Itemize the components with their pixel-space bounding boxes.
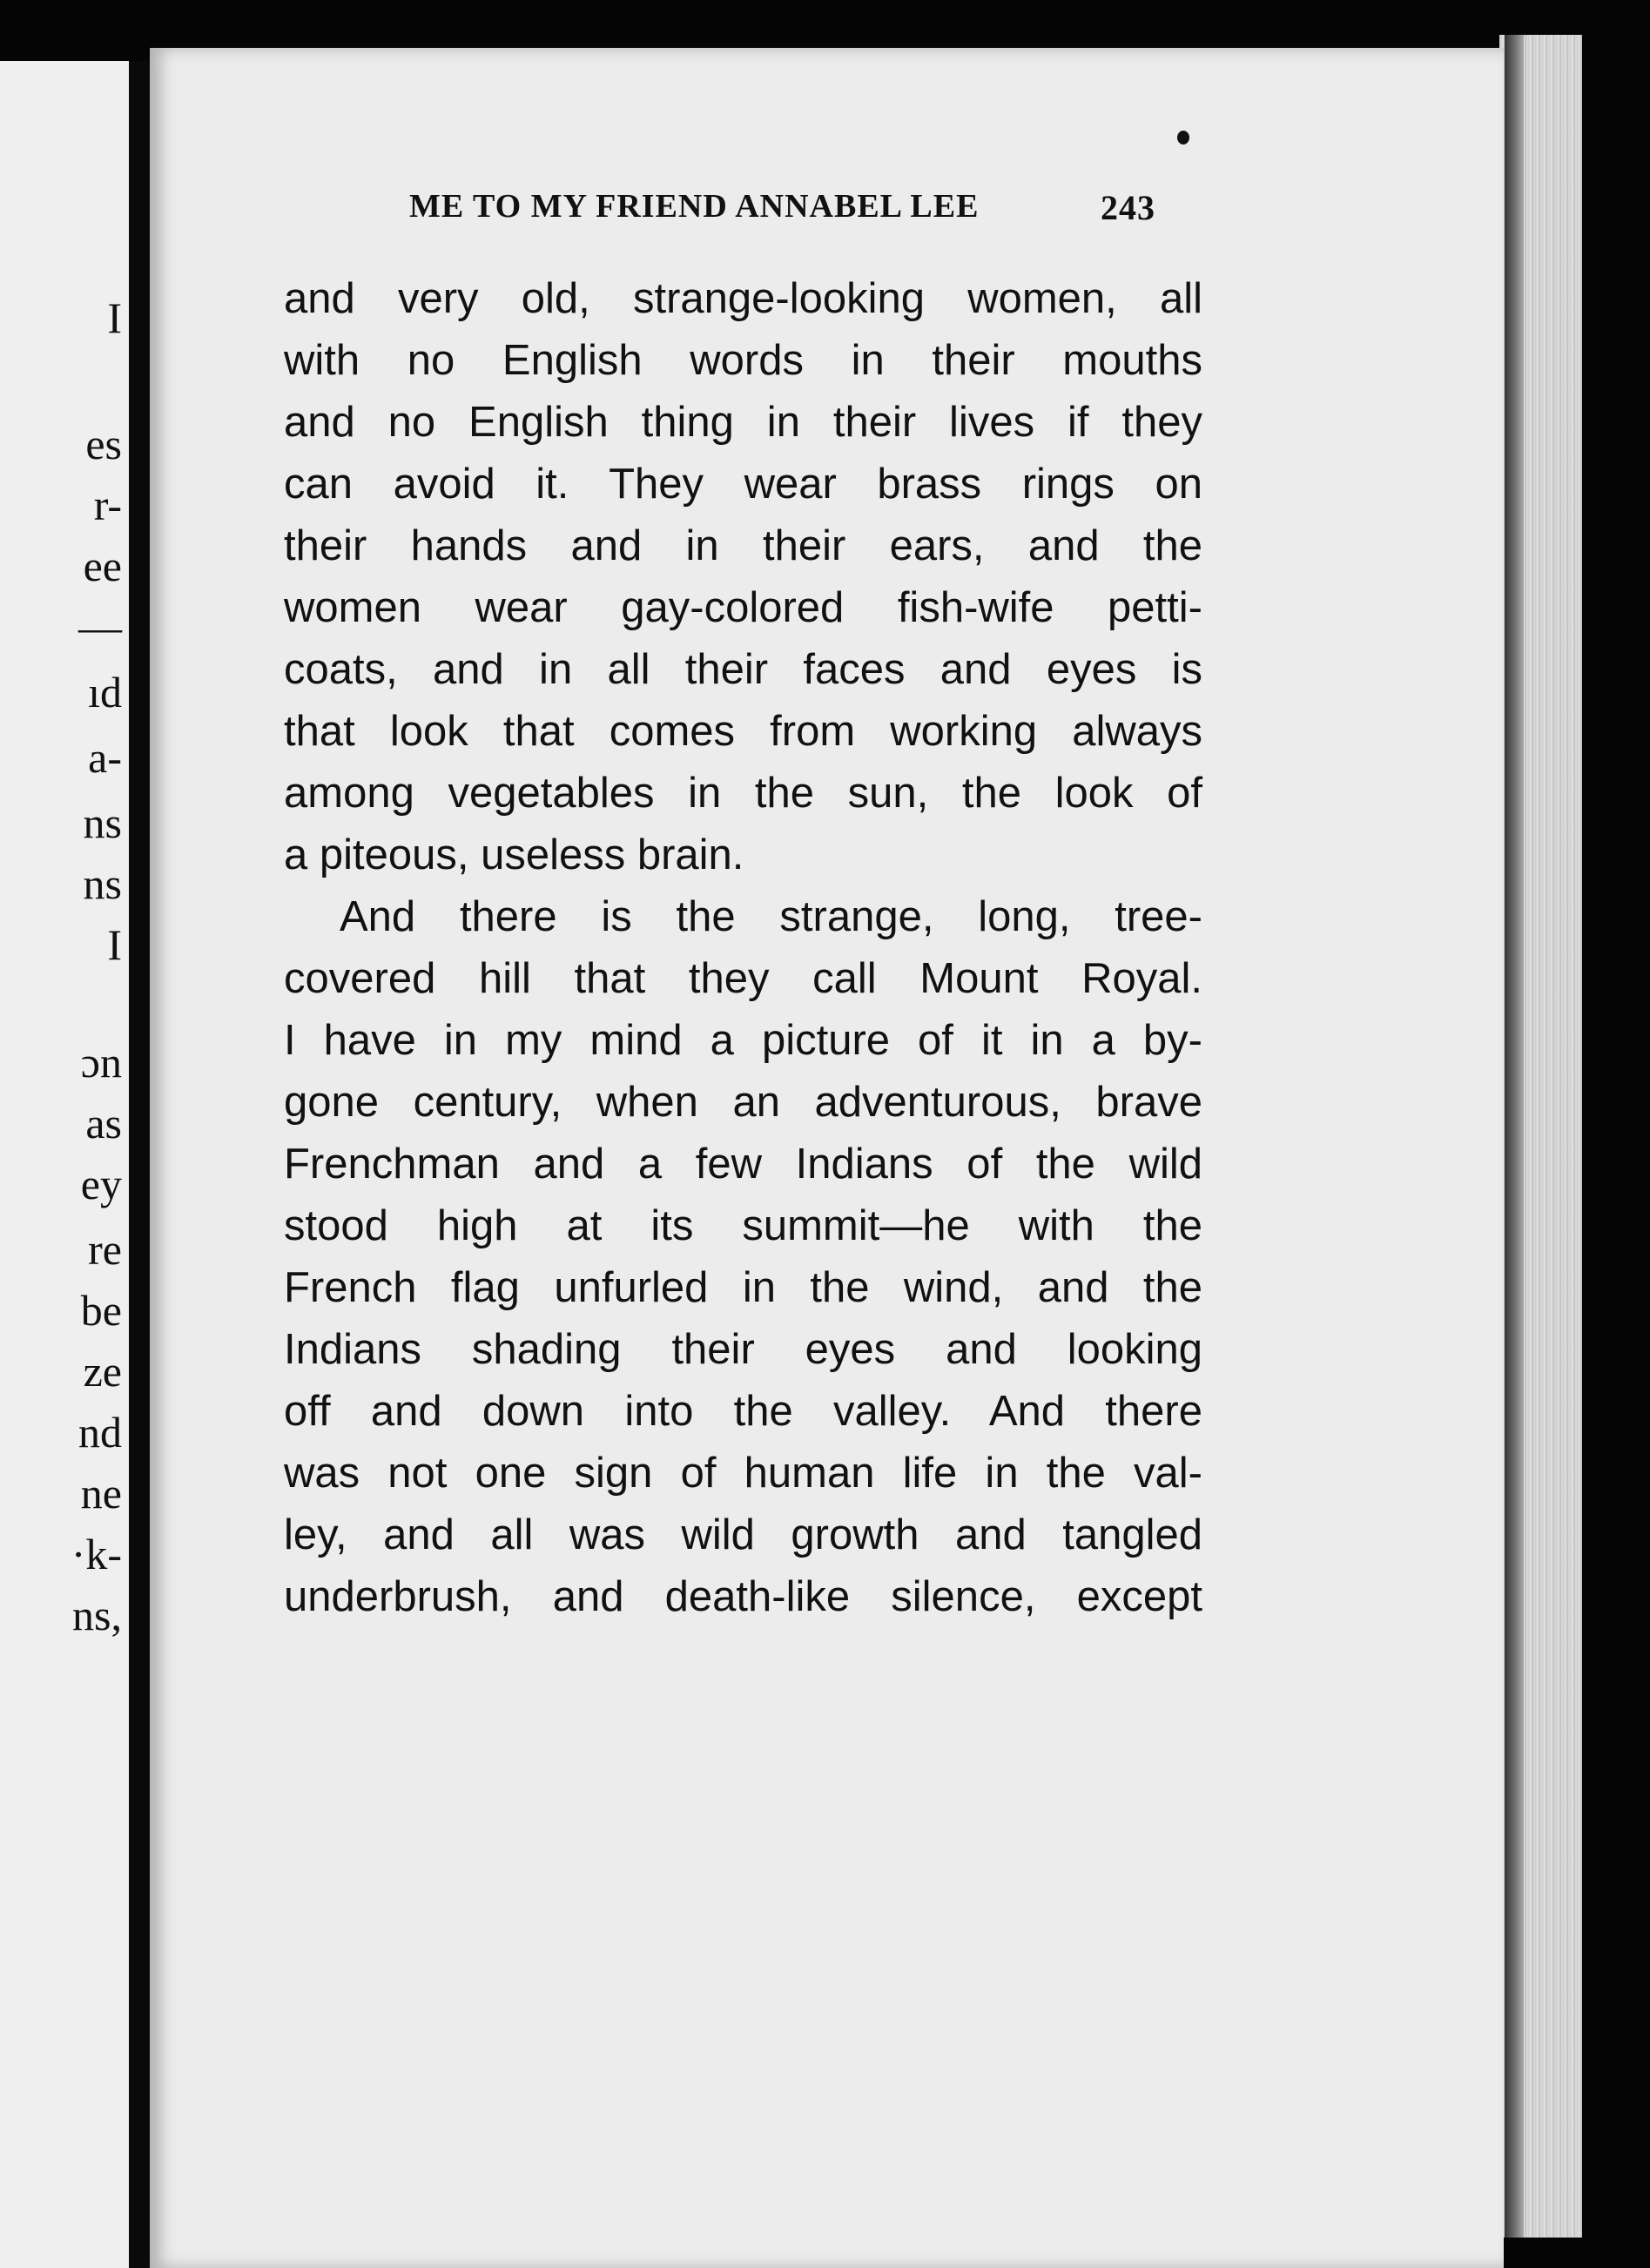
text-line: among vegetables in the sun, the look of (284, 770, 1202, 817)
text-line: covered hill that they call Mount Royal. (284, 955, 1202, 1002)
text-line: underbrush, and death-like silence, except (284, 1573, 1202, 1620)
left-page-fragment: ·k- (71, 1530, 122, 1578)
left-page-fragment: ns (83, 798, 122, 847)
left-page-fragment: nd (78, 1408, 122, 1457)
left-page-fragment: as (85, 1099, 122, 1147)
left-page-fragment: ɔn (80, 1038, 122, 1087)
ink-mark (1177, 131, 1189, 145)
text-line: gone century, when an adventurous, brave (284, 1079, 1202, 1126)
left-page-fragment: ıd (88, 668, 122, 717)
text-line: a piteous, useless brain. (284, 831, 744, 878)
running-head (409, 187, 1193, 239)
text-line: I have in my mind a picture of it in a by- (284, 1017, 1202, 1064)
text-line: their hands and in their ears, and the (284, 522, 1202, 569)
binding-gutter (129, 61, 150, 2268)
left-page-fragment: ns (83, 859, 122, 908)
previous-page-margin (0, 61, 139, 2268)
text-line: that look that comes from working always (284, 708, 1202, 755)
left-page-fragment: ne (80, 1469, 122, 1518)
left-page-fragment: ns, (72, 1591, 122, 1639)
left-page-fragment: es (85, 420, 122, 468)
text-line: and very old, strange-looking women, all (284, 275, 1202, 322)
text-line: was not one sign of human life in the val- (284, 1450, 1202, 1497)
body-text (284, 268, 1202, 1628)
text-line: And there is the strange, long, tree- (340, 893, 1202, 940)
page-number: 243 (1101, 188, 1155, 227)
page-edge-shadow (1505, 35, 1524, 2238)
text-line: with no English words in their mouths (284, 337, 1202, 384)
left-page-fragment: be (80, 1286, 122, 1335)
text-line: coats, and in all their faces and eyes is (284, 646, 1202, 693)
left-page-fragment: r- (93, 481, 122, 529)
text-line: Indians shading their eyes and looking (284, 1326, 1202, 1373)
text-line: stood high at its summit—he with the (284, 1202, 1202, 1249)
left-page-fragment: a- (88, 733, 122, 782)
left-page-fragment: ee (83, 542, 122, 590)
text-line: can avoid it. They wear brass rings on (284, 461, 1202, 508)
text-line: Frenchman and a few Indians of the wild (284, 1141, 1202, 1188)
left-page-fragment: — (78, 602, 122, 651)
text-line: women wear gay-colored fish-wife petti- (284, 584, 1202, 631)
left-page-fragment: re (88, 1225, 122, 1274)
text-line: off and down into the valley. And there (284, 1388, 1202, 1435)
left-page-fragment: ey (80, 1160, 122, 1208)
left-page-fragment: ze (83, 1347, 122, 1396)
text-line: ley, and all was wild growth and tangled (284, 1511, 1202, 1558)
left-page-fragment: I (107, 920, 122, 969)
left-page-fragment: I (107, 293, 122, 342)
text-line: French flag unfurled in the wind, and the (284, 1264, 1202, 1311)
running-head-title: ME TO MY FRIEND ANNABEL LEE (409, 188, 980, 225)
text-line: and no English thing in their lives if they (284, 399, 1202, 446)
